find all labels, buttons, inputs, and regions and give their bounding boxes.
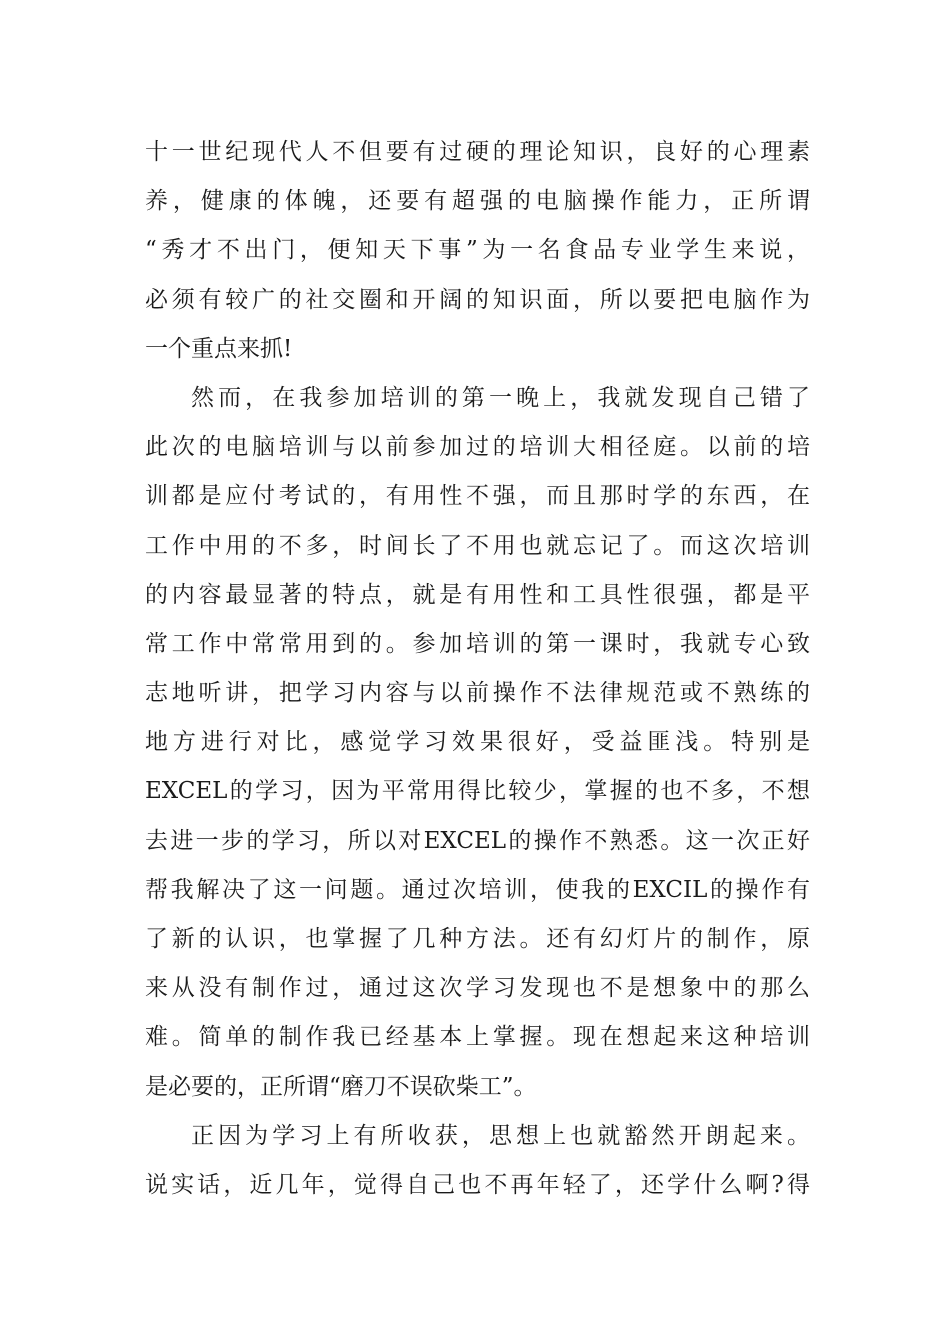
text-line: EXCEL的学习，因为平常用得比较少，掌握的也不多，不想 bbox=[145, 778, 810, 805]
text-line: 难。简单的制作我已经基本上掌握。现在想起来这种培训 bbox=[145, 1024, 810, 1051]
text-line: 去进一步的学习，所以对EXCEL的操作不熟悉。这一次正好 bbox=[145, 827, 810, 854]
text-line: “秀才不出门，便知天下事”为一名食品专业学生来说， bbox=[145, 237, 810, 264]
text-line: 十一世纪现代人不但要有过硬的理论知识，良好的心理素 bbox=[145, 139, 810, 165]
text-line: 必须有较广的社交圈和开阔的知识面，所以要把电脑作为 bbox=[145, 286, 810, 313]
text-line: 来从没有制作过，通过这次学习发现也不是想象中的那么 bbox=[145, 975, 810, 1002]
text-line: 训都是应付考试的，有用性不强，而且那时学的东西，在 bbox=[145, 483, 810, 510]
body-text bbox=[145, 128, 810, 1210]
paragraph-start-line: 正因为学习上有所收获，思想上也就豁然开朗起来。 bbox=[191, 1122, 810, 1149]
text-line: 一个重点来抓! bbox=[145, 335, 293, 362]
text-line: 常工作中常常用到的。参加培训的第一课时，我就专心致 bbox=[145, 630, 810, 657]
text-line: 了新的认识，也掌握了几种方法。还有幻灯片的制作，原 bbox=[145, 926, 810, 952]
text-line: 是必要的，正所谓“磨刀不误砍柴工”。 bbox=[145, 1073, 537, 1100]
text-line: 此次的电脑培训与以前参加过的培训大相径庭。以前的培 bbox=[145, 434, 810, 461]
text-line: 志地听讲，把学习内容与以前操作不法律规范或不熟练的 bbox=[145, 680, 810, 707]
text-line: 帮我解决了这一问题。通过次培训，使我的EXCIL的操作有 bbox=[145, 876, 810, 903]
text-line: 养，健康的体魄，还要有超强的电脑操作能力，正所谓 bbox=[145, 188, 810, 215]
text-line: 工作中用的不多，时间长了不用也就忘记了。而这次培训 bbox=[145, 532, 810, 559]
text-line: 说实话，近几年，觉得自己也不再年轻了，还学什么啊?得 bbox=[145, 1171, 810, 1198]
paragraph-start-line: 然而，在我参加培训的第一晚上，我就发现自己错了 bbox=[191, 384, 810, 411]
text-line: 的内容最显著的特点，就是有用性和工具性很强，都是平 bbox=[145, 581, 810, 608]
text-line: 地方进行对比，感觉学习效果很好，受益匪浅。特别是 bbox=[145, 729, 810, 756]
